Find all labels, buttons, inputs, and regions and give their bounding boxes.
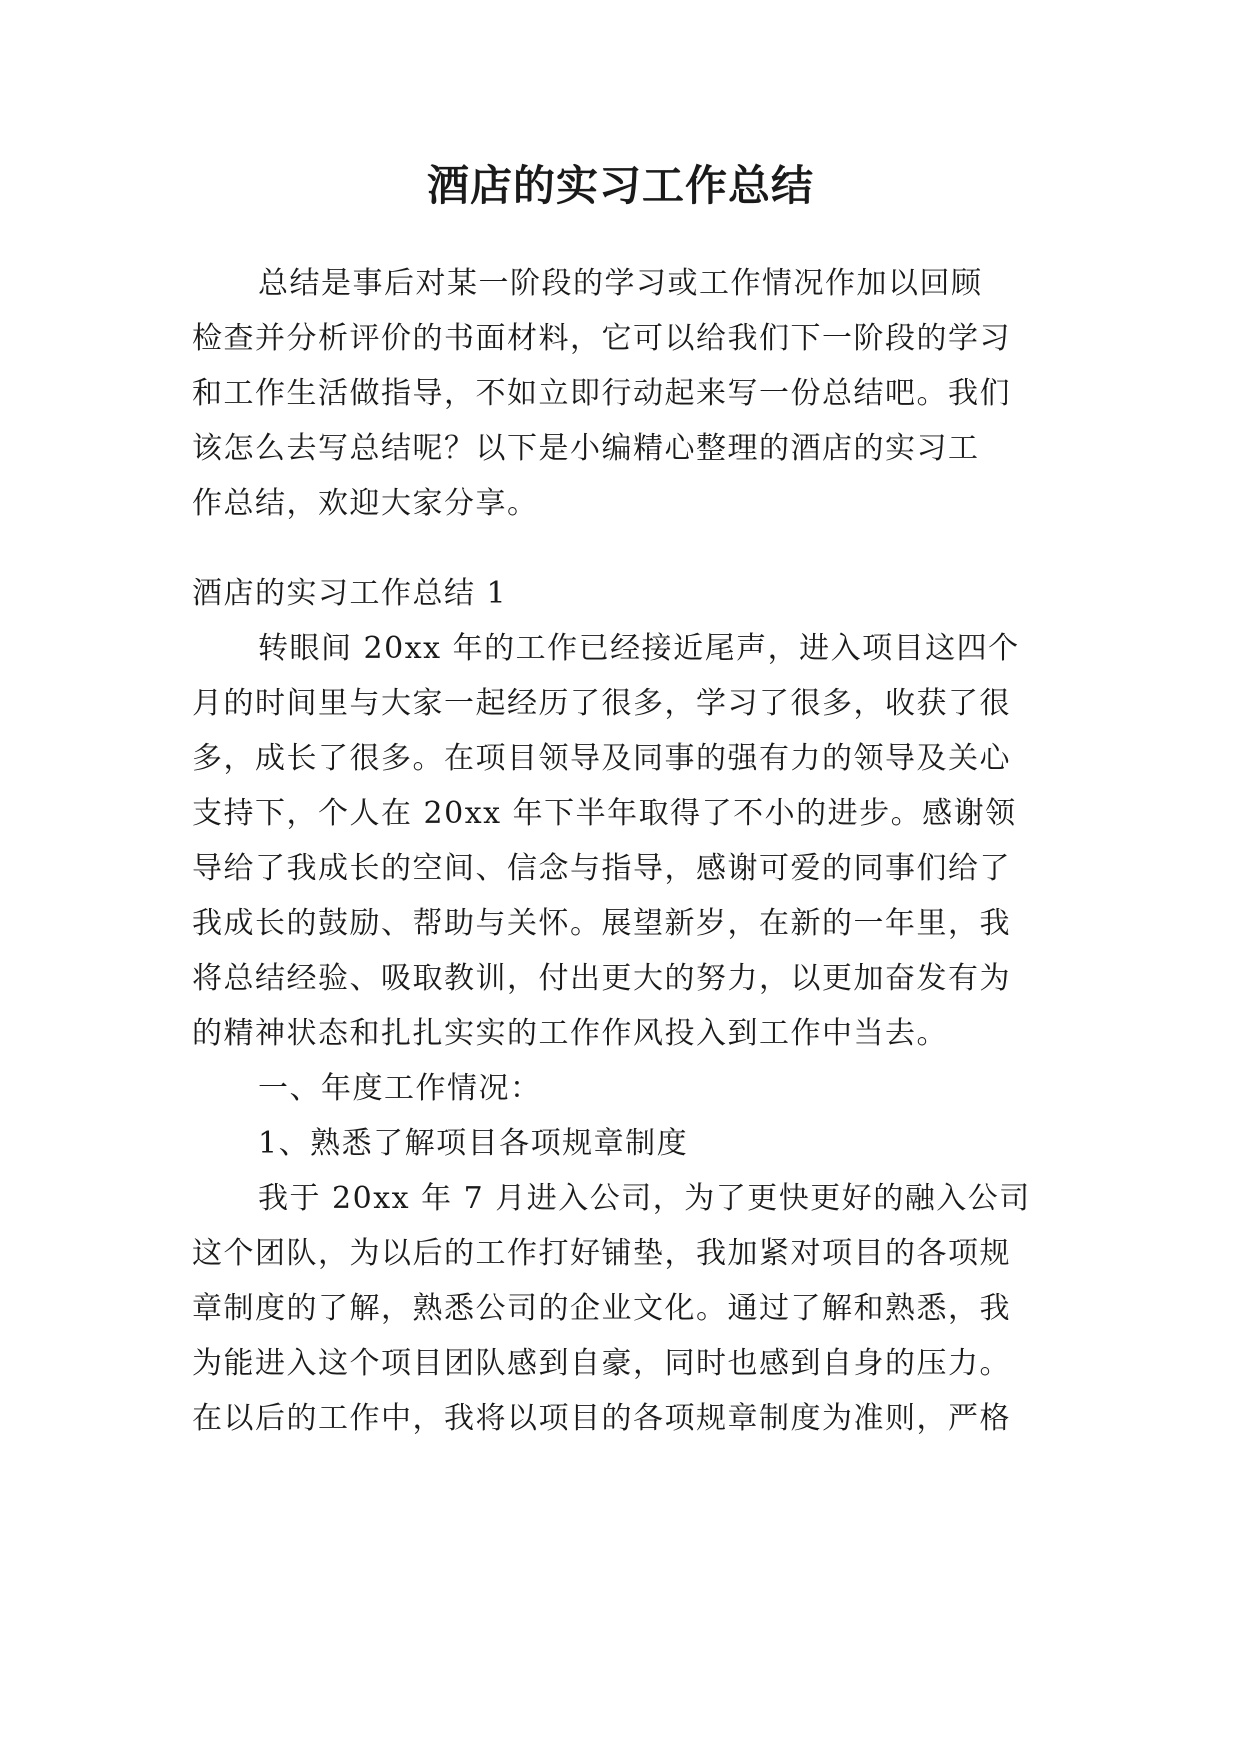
intro-line: 和工作生活做指导，不如立即行动起来写一份总结吧。我们 <box>192 376 1011 411</box>
intro-line: 检查并分析评价的书面材料，它可以给我们下一阶段的学习 <box>192 321 1011 356</box>
body-line: 的精神状态和扎扎实实的工作作风投入到工作中当去。 <box>192 1016 948 1051</box>
body-line: 转眼间 20xx 年的工作已经接近尾声，进入项目这四个 <box>258 631 1020 666</box>
intro-line: 作总结，欢迎大家分享。 <box>192 486 539 521</box>
document-title: 酒店的实习工作总结 <box>426 161 814 210</box>
body-line: 多，成长了很多。在项目领导及同事的强有力的领导及关心 <box>192 741 1011 776</box>
body-line: 支持下，个人在 20xx 年下半年取得了不小的进步。感谢领 <box>192 796 1017 831</box>
section-heading: 酒店的实习工作总结 1 <box>192 576 508 611</box>
body-line: 这个团队，为以后的工作打好铺垫，我加紧对项目的各项规 <box>192 1236 1011 1271</box>
body-line: 导给了我成长的空间、信念与指导，感谢可爱的同事们给了 <box>192 851 1011 886</box>
body-line: 我成长的鼓励、帮助与关怀。展望新岁，在新的一年里，我 <box>192 906 1011 941</box>
body-line: 章制度的了解，熟悉公司的企业文化。通过了解和熟悉，我 <box>192 1291 1011 1326</box>
intro-line: 该怎么去写总结呢？以下是小编精心整理的酒店的实习工 <box>192 431 980 466</box>
intro-line: 总结是事后对某一阶段的学习或工作情况作加以回顾 <box>258 266 983 301</box>
body-line: 我于 20xx 年 7 月进入公司，为了更快更好的融入公司 <box>258 1181 1031 1216</box>
body-line: 为能进入这个项目团队感到自豪，同时也感到自身的压力。 <box>192 1346 1011 1381</box>
subheading: 一、年度工作情况： <box>258 1071 542 1106</box>
body-line: 月的时间里与大家一起经历了很多，学习了很多，收获了很 <box>192 686 1011 721</box>
subheading: 1、熟悉了解项目各项规章制度 <box>258 1126 689 1161</box>
body-line: 将总结经验、吸取教训，付出更大的努力，以更加奋发有为 <box>192 961 1011 996</box>
body-line: 在以后的工作中，我将以项目的各项规章制度为准则，严格 <box>192 1401 1011 1436</box>
